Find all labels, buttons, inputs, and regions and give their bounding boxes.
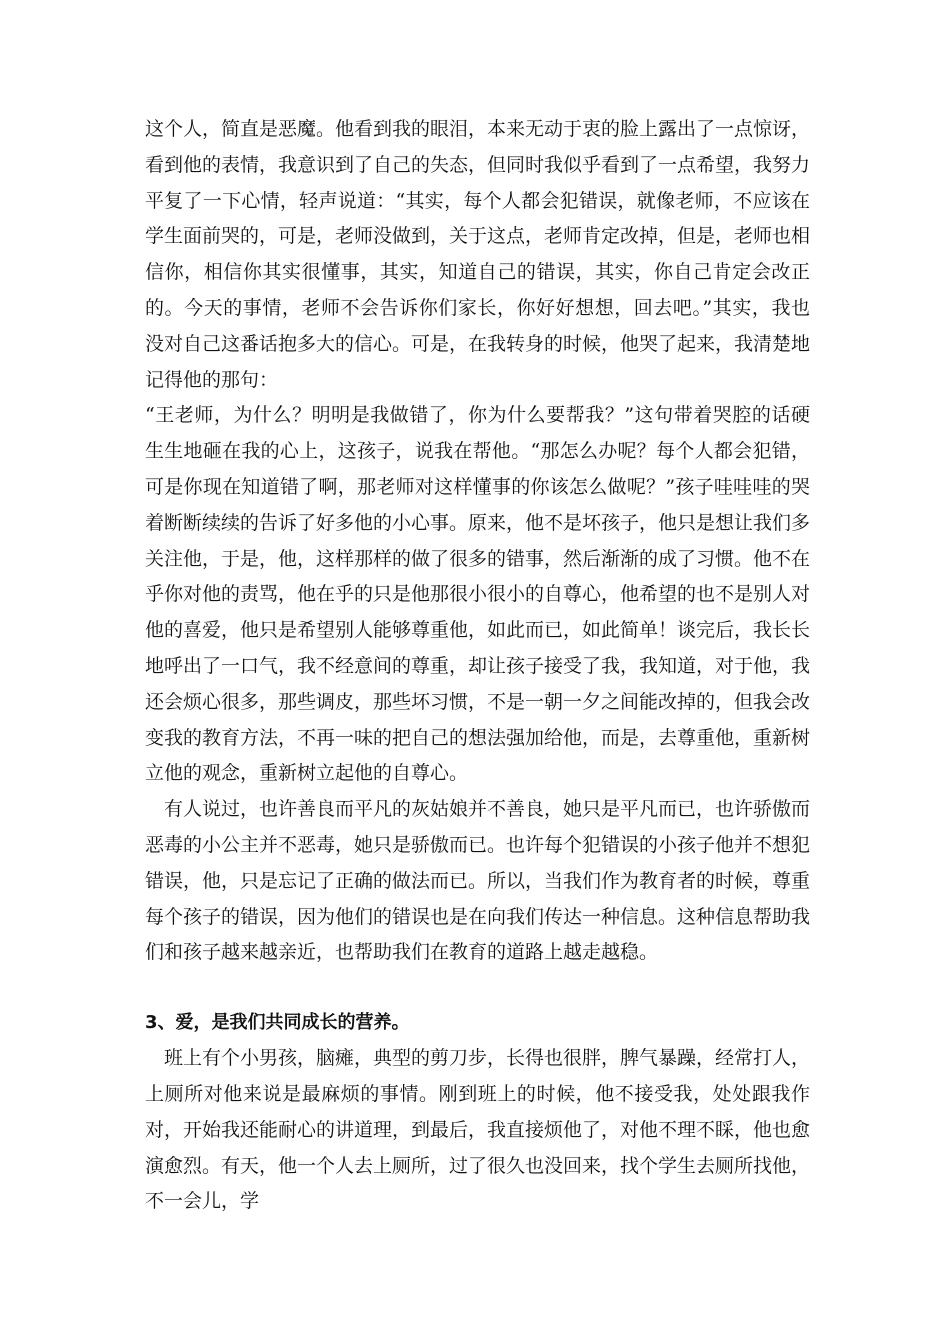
paragraph-1: 这个人，简直是恶魔。他看到我的眼泪，本来无动于衷的脸上露出了一点惊讶，看到他的表情，我意识到了自己的失态，但同时我似乎看到了一点希望，我努力平复了一下心情，轻声说道：“其实，每个人都会犯错误，就像老师，不应该在学生面前哭的，可是，老师没做到，关于这点，老师肯定改掉，但是，老师也相信你，相信你其实很懂事，其实，知道自己的错误，其实，你自己肯定会改正的。今天的事情，老师不会告诉你们家长，你好好想想，回去吧。”其实，我也没对自己这番话抱多大的信心。可是，在我转身的时候，他哭了起来，我清楚地记得他的那句：: [145, 118, 811, 391]
paragraph-2: “王老师，为什么？明明是我做错了，你为什么要帮我？”这句带着哭腔的话硬生生地砸在我的心上，这孩子，说我在帮他。“那怎么办呢？每个人都会犯错，可是你现在知道错了啊，那老师对这样懂事的你该怎么做呢？”孩子哇哇哇的哭着断断续续的告诉了好多他的小心事。原来，他不是坏孩子，他只是想让我们多关注他，于是，他，这样那样的做了很多的错事，然后渐渐的成了习惯。他不在乎你对他的责骂，他在乎的只是他那很小很小的自尊心，他希望的也不是别人对他的喜爱，他只是希望别人能够尊重他，如此而已，如此简单！谈完后，我长长地呼出了一口气，我不经意间的尊重，却让孩子接受了我，我知道，对于他，我还会烦心很多，那些调皮，那些坏习惯，不是一朝一夕之间能改掉的，但我会改变我的教育方法，不再一味的把自己的想法强加给他，而是，去尊重他，重新树立他的观念，重新树立起他的自尊心。: [145, 404, 811, 785]
section-spacer: [145, 971, 810, 1005]
document-page: [145, 112, 810, 1220]
paragraph-4: 班上有个小男孩，脑瘫，典型的剪刀步，长得也很胖，脾气暴躁，经常打人，上厕所对他来说是最麻烦的事情。刚到班上的时候，他不接受我，处处跟我作对，开始我还能耐心的讲道理，到最后，我直接烦他了，对他不理不睬，他也愈演愈烈。有天，他一个人去上厕所，过了很久也没回来，找个学生去厕所找他，不一会儿，学: [145, 1047, 811, 1213]
paragraph-3: 有人说过，也许善良而平凡的灰姑娘并不善良，她只是平凡而已，也许骄傲而恶毒的小公主并不恶毒，她只是骄傲而已。也许每个犯错误的小孩子他并不想犯错误，他，只是忘记了正确的做法而已。所以，当我们作为教育者的时候，尊重每个孩子的错误，因为他们的错误也是在向我们传达一种信息。这种信息帮助我们和孩子越来越亲近，也帮助我们在教育的道路上越走越稳。: [145, 798, 811, 964]
section-heading: 3、爱，是我们共同成长的营养。: [145, 1012, 410, 1034]
